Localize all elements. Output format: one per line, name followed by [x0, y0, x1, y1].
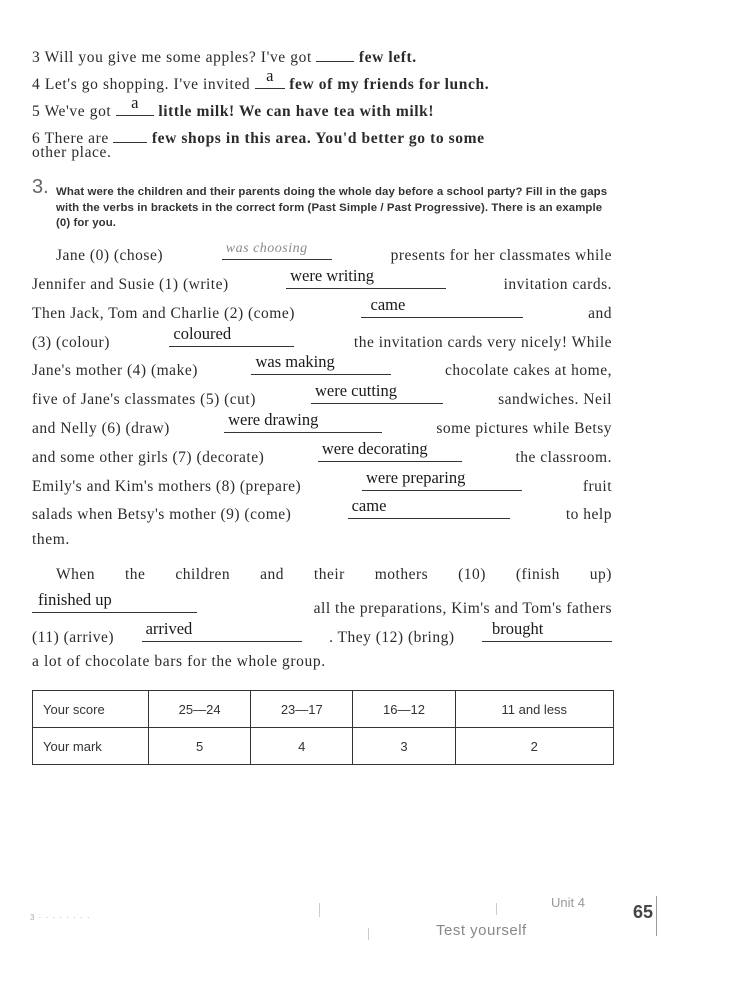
text-line: When the children and their mothers (10) (finish up) — [56, 566, 612, 583]
answer-gap-11[interactable]: arrived — [142, 624, 302, 642]
divider — [368, 928, 369, 940]
answer-gap[interactable] — [113, 125, 147, 143]
answer-gap-4[interactable]: was making — [251, 357, 391, 375]
divider — [496, 903, 497, 915]
text-line: them. — [32, 531, 70, 548]
table-cell: 3 — [353, 728, 455, 765]
text-line: (11) (arrive) arrived . They (12) (bring) brought — [32, 624, 612, 647]
table-cell: Your score — [33, 691, 149, 728]
answer-gap-10[interactable]: finished up — [32, 595, 197, 613]
table-cell: 4 — [251, 728, 353, 765]
text-line: Jane's mother (4) (make) was making chocolate cakes at home, — [32, 352, 612, 379]
table-row — [33, 728, 614, 765]
table-cell: 25—24 — [149, 691, 251, 728]
table-cell: 2 — [455, 728, 613, 765]
answer-gap-9[interactable]: came — [348, 501, 510, 519]
table-cell: Your mark — [33, 728, 149, 765]
text-line: and some other girls (7) (decorate) were decorating the classroom. — [32, 439, 612, 466]
text-line: Then Jack, Tom and Charlie (2) (come) came and — [32, 295, 612, 322]
unit-label: Unit 4 — [551, 895, 585, 910]
answer-gap-8[interactable]: were preparing — [362, 473, 522, 491]
table-cell: 11 and less — [455, 691, 613, 728]
answer-gap[interactable]: a — [255, 71, 285, 89]
divider — [319, 903, 320, 917]
answer-gap-2[interactable]: came — [361, 300, 523, 318]
answer-gap-12[interactable]: brought — [482, 624, 612, 642]
ex2-item-5: 5 We've got a little milk! We can have tea with milk! — [32, 93, 435, 120]
ex2-item-4: 4 Let's go shopping. I've invited a few of my friends for lunch. — [32, 66, 490, 93]
answer-gap-5[interactable]: were cutting — [311, 386, 443, 404]
text-line: Jane (0) (chose) was choosing presents for her classmates while — [56, 241, 612, 264]
answer-gap-3[interactable]: coloured — [169, 329, 294, 347]
text-line: a lot of chocolate bars for the whole group. — [32, 653, 326, 670]
answer-gap-1[interactable]: were writing — [286, 271, 446, 289]
answer-gap[interactable]: a — [116, 98, 154, 116]
text-line: salads when Betsy's mother (9) (come) came to help — [32, 496, 612, 523]
score-table — [32, 690, 614, 765]
text-line: five of Jane's classmates (5) (cut) were cutting sandwiches. Neil — [32, 381, 612, 408]
exercise-number: 3. — [32, 176, 49, 198]
text-line: (3) (colour) coloured the invitation cards very nicely! While — [32, 324, 612, 351]
ex2-item-6-cont: other place. — [32, 144, 112, 161]
answer-gap[interactable] — [316, 44, 354, 62]
answer-gap-7[interactable]: were decorating — [318, 444, 462, 462]
ex2-item-3: 3 Will you give me some apples? I've got few left. — [32, 44, 417, 67]
text-line: Emily's and Kim's mothers (8) (prepare) were preparing fruit — [32, 468, 612, 495]
table-cell: 23—17 — [251, 691, 353, 728]
page-number: 65 — [633, 902, 654, 922]
footer-imprint: 3 · · · · · · · · — [30, 913, 91, 922]
text-line: finished up all the preparations, Kim's and Tom's fathers — [32, 595, 612, 618]
answer-gap-6[interactable]: were drawing — [224, 415, 382, 433]
text-line: Jennifer and Susie (1) (write) were writing invitation cards. — [32, 266, 612, 293]
answer-gap-0[interactable]: was choosing — [222, 242, 332, 260]
ex2-item-6: 6 There are few shops in this area. You'd better go to some — [32, 125, 485, 148]
divider — [656, 896, 657, 936]
table-cell: 16—12 — [353, 691, 455, 728]
section-label: Test yourself — [436, 922, 527, 939]
exercise-instructions: What were the children and their parents doing the whole day before a school party? Fill in the gaps with the verbs in brackets in the correct form (Past Simple / Past Progressive). There is an example (0) for you. — [56, 186, 608, 229]
table-cell: 5 — [149, 728, 251, 765]
text-line: and Nelly (6) (draw) were drawing some pictures while Betsy — [32, 410, 612, 437]
table-row — [33, 691, 614, 728]
